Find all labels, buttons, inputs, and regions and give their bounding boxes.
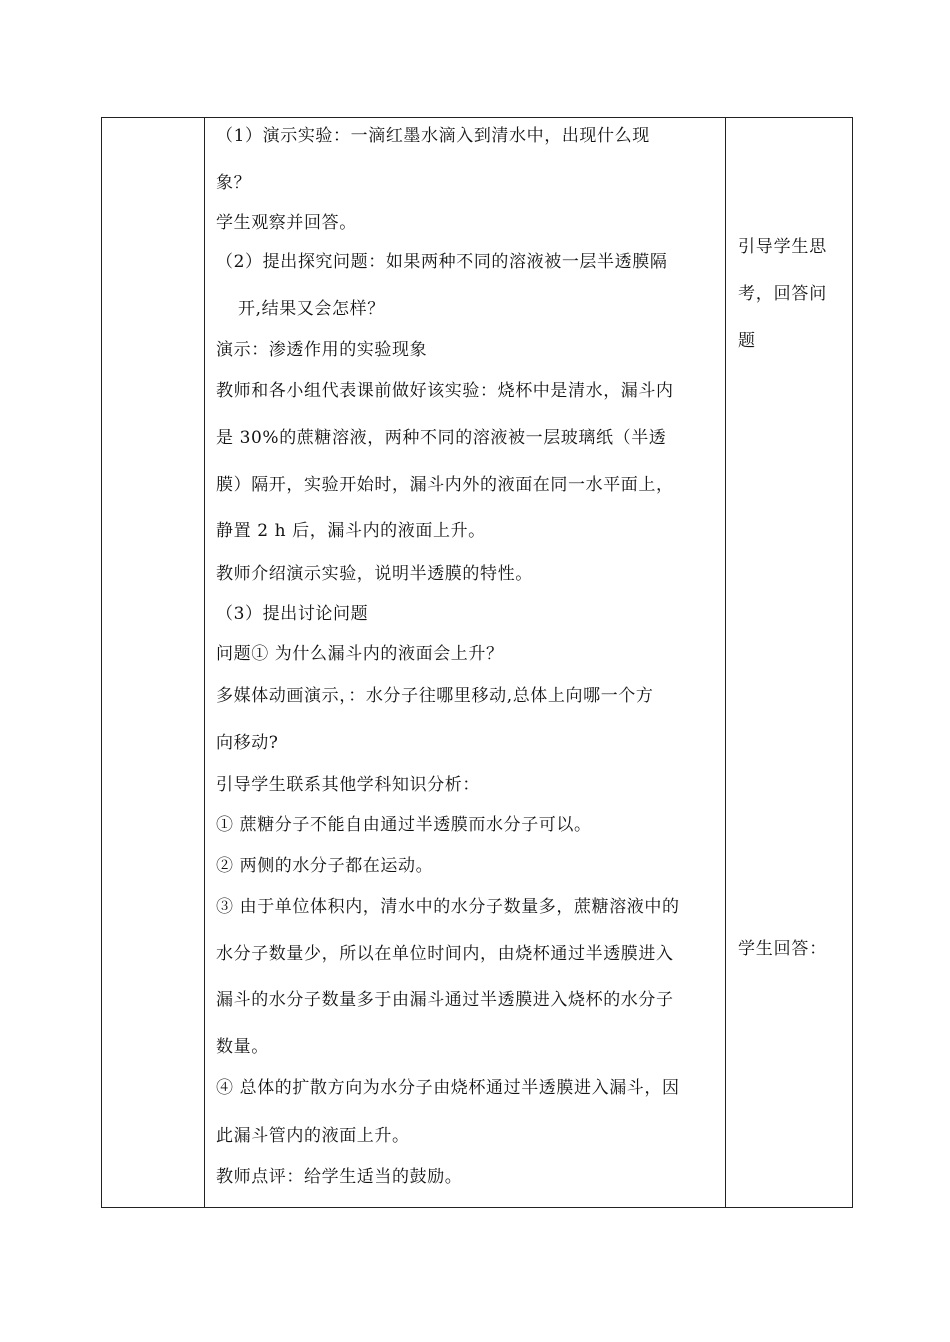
text-line: 此漏斗管内的液面上升。 [216, 1126, 410, 1146]
table-row [102, 118, 853, 1208]
teaching-process-cell [205, 118, 726, 1208]
text-line: 数量。 [216, 1037, 269, 1057]
text-line: 教师和各小组代表课前做好该实验：烧杯中是清水，漏斗内 [216, 381, 674, 401]
text-line: 象？ [216, 173, 252, 193]
text-line: （1）演示实验：一滴红墨水滴入到清水中，出现什么现 [216, 126, 650, 146]
teaching-process-content [205, 118, 725, 1207]
student-activity-cell [726, 118, 853, 1208]
text-line: （3）提出讨论问题 [216, 604, 369, 624]
text-line: ③ 由于单位体积内，清水中的水分子数量多，蔗糖溶液中的 [216, 897, 680, 917]
text-line: 演示：渗透作用的实验现象 [216, 340, 428, 360]
side-text-line: 学生回答： [738, 939, 827, 959]
text-line: 问题① 为什么漏斗内的液面会上升？ [216, 644, 504, 664]
student-activity-content [726, 118, 852, 1207]
text-line: 开,结果又会怎样？ [238, 299, 385, 319]
side-text-line: 考，回答问 [738, 284, 827, 304]
lesson-table [101, 117, 853, 1208]
text-line: （2）提出探究问题：如果两种不同的溶液被一层半透膜隔 [216, 252, 668, 272]
text-line: 漏斗的水分子数量多于由漏斗通过半透膜进入烧杯的水分子 [216, 990, 674, 1010]
text-line: ④ 总体的扩散方向为水分子由烧杯通过半透膜进入漏斗，因 [216, 1078, 680, 1098]
text-line: ② 两侧的水分子都在运动。 [216, 856, 434, 876]
text-line: 多媒体动画演示，：水分子往哪里移动,总体上向哪一个方 [216, 686, 654, 706]
text-line: 教师介绍演示实验，说明半透膜的特性。 [216, 564, 533, 584]
text-line: 向移动? [216, 733, 279, 753]
left-empty-cell [102, 118, 205, 1208]
text-line: ① 蔗糖分子不能自由通过半透膜而水分子可以。 [216, 815, 592, 835]
text-line: 引导学生联系其他学科知识分析： [216, 775, 480, 795]
text-line: 静置 2 h 后，漏斗内的液面上升。 [216, 521, 486, 541]
text-line: 是 30%的蔗糖溶液，两种不同的溶液被一层玻璃纸（半透 [216, 428, 667, 448]
side-text-line: 题 [738, 331, 756, 351]
text-line: 水分子数量少，所以在单位时间内，由烧杯通过半透膜进入 [216, 944, 674, 964]
side-text-line: 引导学生思 [738, 237, 827, 257]
text-line: 学生观察并回答。 [216, 213, 357, 233]
text-line: 膜）隔开，实验开始时，漏斗内外的液面在同一水平面上， [216, 475, 674, 495]
text-line: 教师点评：给学生适当的鼓励。 [216, 1167, 463, 1187]
